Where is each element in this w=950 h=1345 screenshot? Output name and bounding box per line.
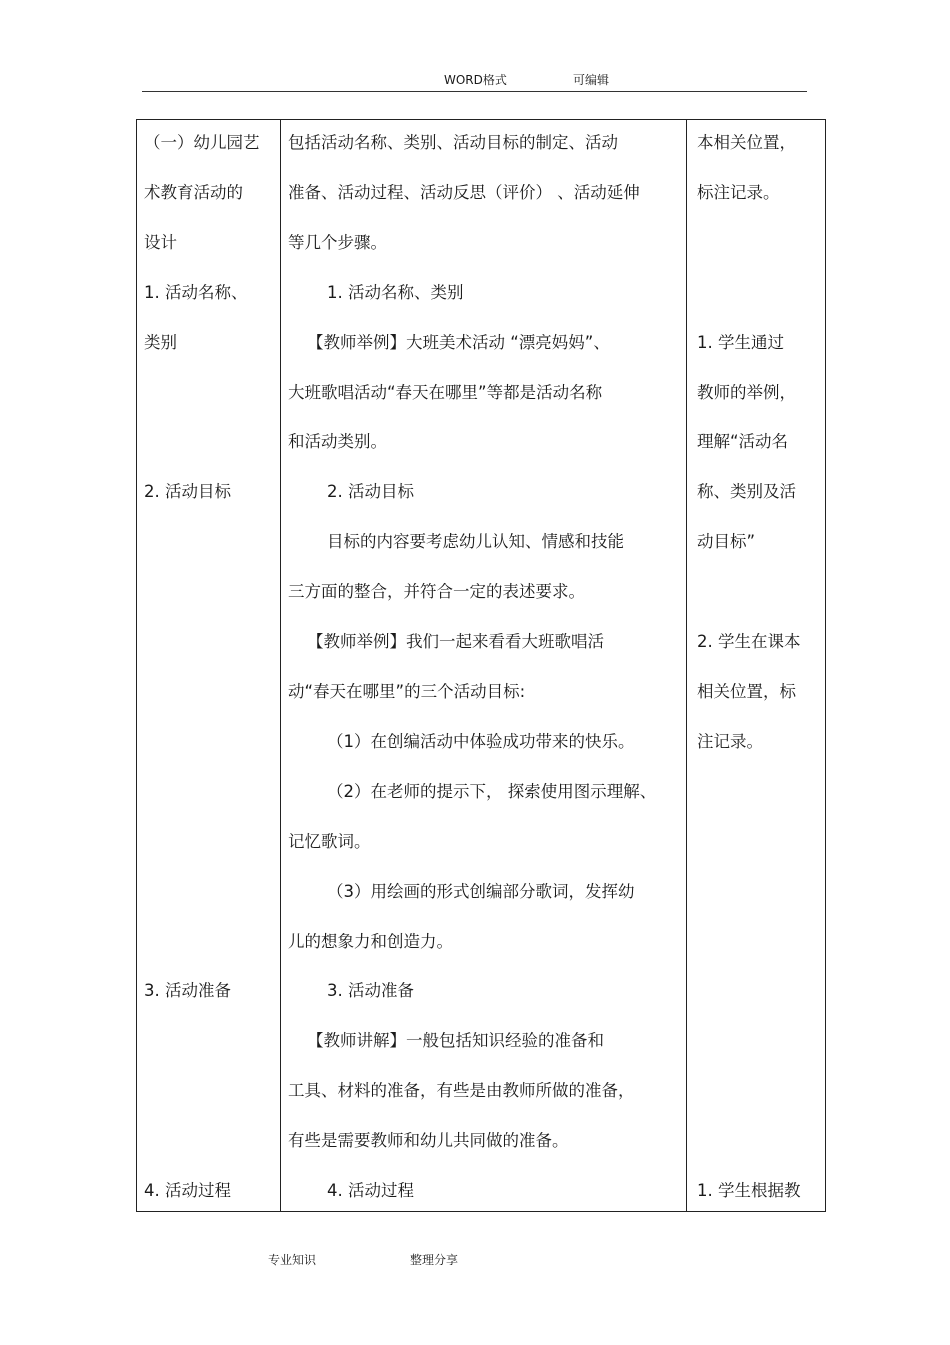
note-text-line: 1. 学生根据教	[697, 1181, 801, 1200]
column-divider-1	[280, 120, 281, 1211]
main-text-line: 包括活动名称、类别、活动目标的制定、活动	[288, 133, 618, 152]
note-text-line: 标注记录。	[697, 183, 780, 202]
header-divider	[142, 91, 807, 92]
main-text-line: 2. 活动目标	[327, 482, 414, 501]
left-text-line: 4. 活动过程	[144, 1181, 231, 1200]
main-text-line: 动“春天在哪里”的三个活动目标:	[288, 682, 526, 701]
note-text-line: 注记录。	[697, 732, 763, 751]
main-text-line: （2）在老师的提示下， 探索使用图示理解、	[327, 782, 657, 801]
left-text-line: 类别	[144, 333, 177, 352]
main-text-line: 等几个步骤。	[288, 233, 387, 252]
page-header	[0, 68, 950, 90]
note-text-line: 理解“活动名	[697, 432, 789, 451]
footer-left-label: 专业知识	[268, 1253, 317, 1267]
main-text-line: 和活动类别。	[288, 432, 387, 451]
footer-right-label: 整理分享	[410, 1253, 459, 1267]
left-text-line: 2. 活动目标	[144, 482, 231, 501]
main-text-line: 准备、活动过程、活动反思（评价） 、活动延伸	[288, 183, 640, 202]
left-text-line: 术教育活动的	[144, 183, 243, 202]
main-text-line: 记忆歌词。	[288, 832, 371, 851]
main-text-line: （3）用绘画的形式创编部分歌词，发挥幼	[327, 882, 635, 901]
note-text-line: 2. 学生在课本	[697, 632, 801, 651]
header-editable-label: 可编辑	[573, 73, 610, 87]
left-text-line: 1. 活动名称、	[144, 283, 248, 302]
main-text-line: 4. 活动过程	[327, 1181, 414, 1200]
lesson-table	[136, 119, 826, 1212]
main-text-line: （1）在创编活动中体验成功带来的快乐。	[327, 732, 635, 751]
main-text-line: 工具、材料的准备，有些是由教师所做的准备，	[288, 1081, 635, 1100]
note-text-line: 称、类别及活	[697, 482, 796, 501]
note-text-line: 动目标”	[697, 532, 756, 551]
main-text-line: 儿的想象力和创造力。	[288, 932, 453, 951]
main-text-line: 目标的内容要考虑幼儿认知、情感和技能	[327, 532, 624, 551]
column-divider-2	[686, 120, 687, 1211]
main-text-line: 三方面的整合，并符合一定的表述要求。	[288, 582, 585, 601]
main-text-line: 【教师举例】我们一起来看看大班歌唱活	[307, 632, 604, 651]
main-text-line: 1. 活动名称、类别	[327, 283, 464, 302]
main-text-line: 【教师举例】大班美术活动 “漂亮妈妈”、	[307, 333, 610, 352]
note-text-line: 相关位置，标	[697, 682, 796, 701]
left-text-line: 设计	[144, 233, 177, 252]
main-text-line: 3. 活动准备	[327, 981, 414, 1000]
left-text-line: （一）幼儿园艺	[144, 133, 260, 152]
note-text-line: 1. 学生通过	[697, 333, 784, 352]
main-text-line: 大班歌唱活动“春天在哪里”等都是活动名称	[288, 383, 603, 402]
left-text-line: 3. 活动准备	[144, 981, 231, 1000]
header-format-label: WORD格式	[444, 73, 507, 87]
main-text-line: 【教师讲解】一般包括知识经验的准备和	[307, 1031, 604, 1050]
note-text-line: 本相关位置，	[697, 133, 796, 152]
note-text-line: 教师的举例，	[697, 383, 796, 402]
main-text-line: 有些是需要教师和幼儿共同做的准备。	[288, 1131, 569, 1150]
